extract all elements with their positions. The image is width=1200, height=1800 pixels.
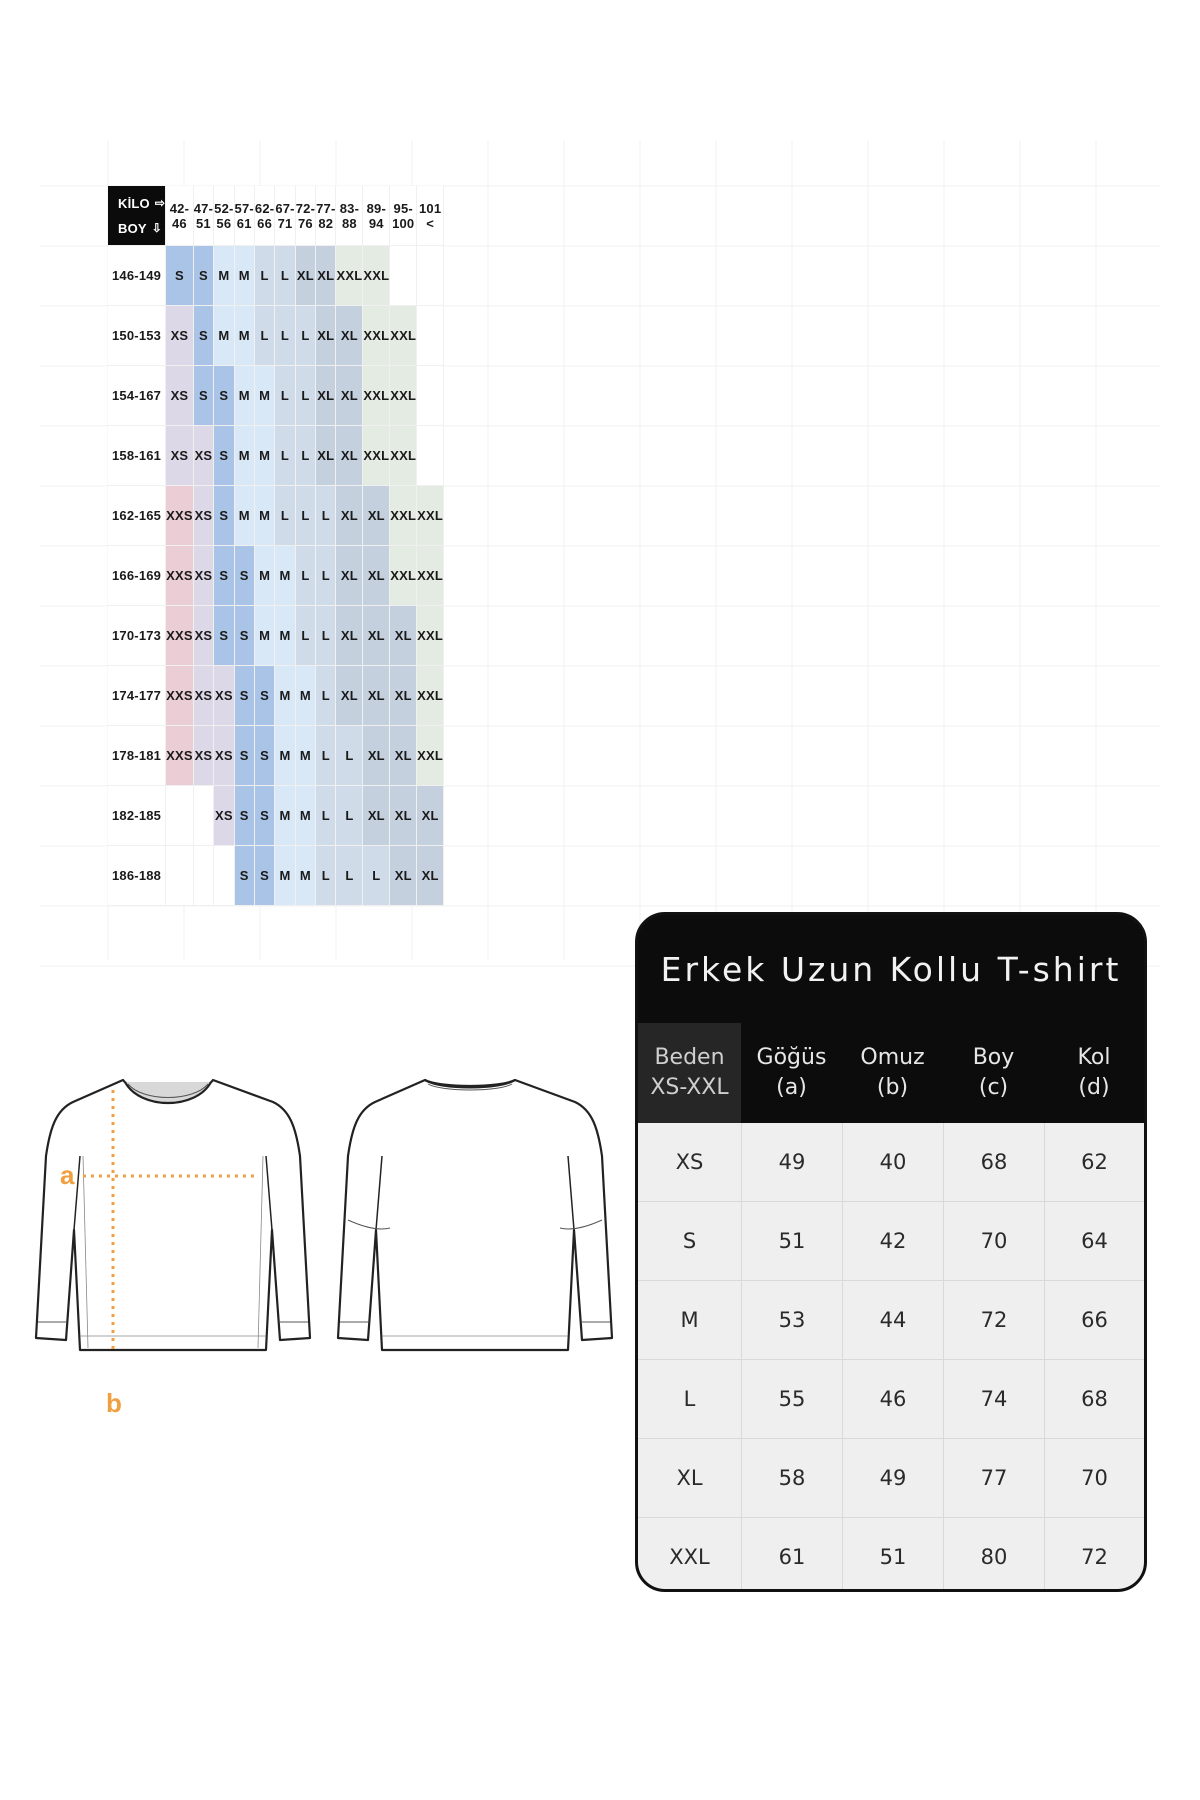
header-line1: Kol bbox=[1077, 1045, 1111, 1070]
measurement-row bbox=[638, 1280, 1144, 1359]
size-cell: M bbox=[275, 546, 295, 606]
front-shirt-diagram bbox=[28, 1060, 318, 1420]
weight-column-header: 62-66 bbox=[254, 186, 274, 246]
size-cell: S bbox=[214, 426, 234, 486]
size-cell: M bbox=[275, 666, 295, 726]
size-cell: XL bbox=[390, 846, 417, 906]
measurement-title: Erkek Uzun Kollu T-shirt bbox=[660, 949, 1122, 989]
size-cell: S bbox=[234, 606, 254, 666]
size-cell: XXL bbox=[390, 366, 417, 426]
measurement-value-cell: 53 bbox=[741, 1281, 842, 1359]
header-line1: Boy bbox=[972, 1045, 1015, 1070]
size-cell: XL bbox=[336, 666, 363, 726]
size-cell: L bbox=[316, 786, 336, 846]
weight-column-header: 101 < bbox=[417, 186, 444, 246]
size-cell: XL bbox=[336, 366, 363, 426]
back-shirt-diagram bbox=[330, 1060, 620, 1420]
matrix-row bbox=[108, 246, 444, 306]
measurement-row bbox=[638, 1517, 1144, 1592]
size-cell: L bbox=[275, 366, 295, 426]
size-cell: L bbox=[254, 246, 274, 306]
size-cell: M bbox=[254, 426, 274, 486]
size-cell bbox=[417, 426, 444, 486]
size-cell: XL bbox=[336, 606, 363, 666]
size-cell: XL bbox=[363, 786, 390, 846]
measurement-body bbox=[638, 1123, 1144, 1592]
size-cell: XXS bbox=[166, 726, 194, 786]
size-cell: S bbox=[234, 786, 254, 846]
size-cell: XL bbox=[390, 726, 417, 786]
size-cell bbox=[166, 846, 194, 906]
weight-column-header: 72-76 bbox=[295, 186, 315, 246]
size-cell: XXL bbox=[336, 246, 363, 306]
measurement-row bbox=[638, 1123, 1144, 1201]
size-cell: L bbox=[295, 366, 315, 426]
measurement-value-cell: 44 bbox=[842, 1281, 943, 1359]
size-cell bbox=[214, 846, 234, 906]
measurement-value-cell: 42 bbox=[842, 1202, 943, 1280]
size-cell: M bbox=[234, 426, 254, 486]
size-cell: XS bbox=[214, 786, 234, 846]
matrix-row bbox=[108, 726, 444, 786]
size-cell: S bbox=[234, 726, 254, 786]
size-cell: M bbox=[295, 666, 315, 726]
size-cell: XL bbox=[363, 546, 390, 606]
size-cell: L bbox=[316, 726, 336, 786]
size-cell: XXL bbox=[417, 666, 444, 726]
arrow-enter-icon: ⇨ bbox=[154, 195, 166, 210]
size-cell: M bbox=[234, 486, 254, 546]
size-cell: M bbox=[275, 726, 295, 786]
height-row-header: 170-173 bbox=[108, 606, 166, 666]
size-label-cell: XS bbox=[675, 1150, 704, 1174]
size-cell: XS bbox=[166, 426, 194, 486]
height-row-header: 186-188 bbox=[108, 846, 166, 906]
size-cell: S bbox=[234, 846, 254, 906]
measurement-value-cell: 72 bbox=[1044, 1518, 1144, 1592]
size-cell: XXL bbox=[363, 366, 390, 426]
size-cell: XL bbox=[295, 246, 315, 306]
size-cell: L bbox=[363, 846, 390, 906]
size-cell: XL bbox=[417, 786, 444, 846]
size-cell: XXL bbox=[363, 306, 390, 366]
header-line2: (a) bbox=[776, 1075, 807, 1100]
size-cell: XL bbox=[390, 606, 417, 666]
measurement-row bbox=[638, 1201, 1144, 1280]
measurement-column-header bbox=[741, 1023, 842, 1123]
measurement-value-cell: 68 bbox=[943, 1123, 1044, 1201]
height-row-header: 174-177 bbox=[108, 666, 166, 726]
boy-label: BOY bbox=[118, 220, 147, 236]
size-cell: XXL bbox=[363, 246, 390, 306]
measurement-value-cell: 74 bbox=[943, 1360, 1044, 1438]
kilo-boy-corner bbox=[108, 186, 166, 246]
weight-column-header: 57-61 bbox=[234, 186, 254, 246]
size-cell: S bbox=[166, 246, 194, 306]
size-cell: L bbox=[275, 246, 295, 306]
size-cell: M bbox=[275, 786, 295, 846]
size-cell: XXL bbox=[390, 546, 417, 606]
size-cell: XL bbox=[390, 666, 417, 726]
size-cell: XL bbox=[336, 486, 363, 546]
size-cell: L bbox=[295, 486, 315, 546]
matrix-row bbox=[108, 306, 444, 366]
size-cell: XL bbox=[316, 306, 336, 366]
size-cell: XXL bbox=[363, 426, 390, 486]
size-cell: XS bbox=[193, 546, 213, 606]
size-cell: S bbox=[193, 306, 213, 366]
size-cell: XXS bbox=[166, 606, 194, 666]
size-cell: XXS bbox=[166, 486, 194, 546]
size-cell: M bbox=[254, 486, 274, 546]
size-cell: XS bbox=[214, 726, 234, 786]
size-cell: XL bbox=[336, 306, 363, 366]
matrix-row bbox=[108, 426, 444, 486]
size-cell: L bbox=[295, 426, 315, 486]
size-cell: M bbox=[254, 606, 274, 666]
size-cell: M bbox=[234, 306, 254, 366]
size-cell bbox=[166, 786, 194, 846]
measurement-value-cell: 77 bbox=[943, 1439, 1044, 1517]
size-cell: S bbox=[254, 726, 274, 786]
measurement-row bbox=[638, 1438, 1144, 1517]
measurement-value-cell: 66 bbox=[1044, 1281, 1144, 1359]
size-cell: L bbox=[295, 306, 315, 366]
measurement-value-cell: 70 bbox=[943, 1202, 1044, 1280]
measurement-column-header bbox=[1044, 1023, 1144, 1123]
size-cell: XXL bbox=[417, 486, 444, 546]
size-cell: XXL bbox=[390, 306, 417, 366]
header-line1: Beden bbox=[654, 1045, 725, 1070]
size-cell: XL bbox=[316, 246, 336, 306]
size-cell: XS bbox=[166, 366, 194, 426]
size-cell: S bbox=[214, 546, 234, 606]
weight-column-header: 52-56 bbox=[214, 186, 234, 246]
size-label-cell: S bbox=[682, 1229, 697, 1253]
size-cell: XS bbox=[193, 426, 213, 486]
size-cell: XXL bbox=[417, 606, 444, 666]
size-cell: S bbox=[193, 366, 213, 426]
measurement-row bbox=[638, 1359, 1144, 1438]
size-cell: S bbox=[234, 546, 254, 606]
size-cell: M bbox=[254, 546, 274, 606]
size-cell: L bbox=[316, 606, 336, 666]
weight-column-header: 77-82 bbox=[316, 186, 336, 246]
height-row-header: 162-165 bbox=[108, 486, 166, 546]
size-cell: XXL bbox=[390, 486, 417, 546]
measurement-column-header bbox=[943, 1023, 1044, 1123]
size-cell: XS bbox=[193, 486, 213, 546]
size-label-cell: L bbox=[683, 1387, 696, 1411]
measurement-header-row bbox=[638, 1023, 1144, 1123]
matrix-row bbox=[108, 486, 444, 546]
size-cell: L bbox=[316, 486, 336, 546]
size-cell bbox=[417, 306, 444, 366]
size-cell: S bbox=[214, 366, 234, 426]
size-cell: S bbox=[254, 846, 274, 906]
size-cell: XL bbox=[390, 786, 417, 846]
size-cell: XXS bbox=[166, 546, 194, 606]
height-row-header: 166-169 bbox=[108, 546, 166, 606]
size-cell: XL bbox=[417, 846, 444, 906]
size-cell: L bbox=[275, 426, 295, 486]
measurement-column-header bbox=[842, 1023, 943, 1123]
arrow-down-icon: ⇩ bbox=[151, 220, 163, 235]
size-cell: M bbox=[275, 846, 295, 906]
size-cell bbox=[417, 366, 444, 426]
height-row-header: 158-161 bbox=[108, 426, 166, 486]
measurement-column-header bbox=[638, 1023, 741, 1123]
size-cell: M bbox=[254, 366, 274, 426]
size-cell: M bbox=[295, 846, 315, 906]
size-cell: XS bbox=[214, 666, 234, 726]
height-row-header: 178-181 bbox=[108, 726, 166, 786]
size-cell: S bbox=[254, 786, 274, 846]
size-cell bbox=[390, 246, 417, 306]
size-cell: XL bbox=[336, 546, 363, 606]
size-cell: XL bbox=[363, 606, 390, 666]
measurement-table bbox=[635, 912, 1147, 1592]
measurement-value-cell: 46 bbox=[842, 1360, 943, 1438]
header-line1: Göğüs bbox=[756, 1045, 827, 1070]
size-cell: XXL bbox=[417, 726, 444, 786]
measurement-value-cell: 49 bbox=[842, 1439, 943, 1517]
size-cell: L bbox=[275, 486, 295, 546]
size-label-cell: M bbox=[680, 1308, 699, 1332]
size-cell: L bbox=[316, 666, 336, 726]
matrix-row bbox=[108, 846, 444, 906]
header-line2: XS-XXL bbox=[650, 1075, 729, 1100]
size-cell: M bbox=[295, 726, 315, 786]
measurement-value-cell: 58 bbox=[741, 1439, 842, 1517]
size-matrix-table bbox=[108, 186, 444, 906]
size-cell bbox=[193, 846, 213, 906]
size-cell: M bbox=[234, 366, 254, 426]
header-line2: (c) bbox=[978, 1075, 1009, 1100]
size-cell: XL bbox=[316, 426, 336, 486]
marker-a-label: a bbox=[60, 1160, 75, 1190]
front-shirt-outline bbox=[36, 1080, 310, 1350]
size-cell: XXL bbox=[417, 546, 444, 606]
measurement-value-cell: 61 bbox=[741, 1518, 842, 1592]
size-cell: S bbox=[254, 666, 274, 726]
size-cell: XL bbox=[363, 726, 390, 786]
header-line2: (d) bbox=[1078, 1075, 1110, 1100]
weight-column-header: 67-71 bbox=[275, 186, 295, 246]
size-cell: XS bbox=[193, 726, 213, 786]
size-cell: L bbox=[254, 306, 274, 366]
size-cell: M bbox=[295, 786, 315, 846]
matrix-row bbox=[108, 666, 444, 726]
matrix-row bbox=[108, 786, 444, 846]
matrix-header-row bbox=[108, 186, 444, 246]
measurement-value-cell: 49 bbox=[741, 1123, 842, 1201]
measurement-value-cell: 40 bbox=[842, 1123, 943, 1201]
weight-column-header: 83-88 bbox=[336, 186, 363, 246]
kilo-label: KİLO bbox=[118, 195, 150, 211]
size-cell: XXL bbox=[390, 426, 417, 486]
size-cell: L bbox=[275, 306, 295, 366]
size-cell: M bbox=[214, 306, 234, 366]
weight-column-header: 47-51 bbox=[193, 186, 213, 246]
size-cell: S bbox=[193, 246, 213, 306]
size-cell: M bbox=[214, 246, 234, 306]
measurement-value-cell: 64 bbox=[1044, 1202, 1144, 1280]
size-cell: L bbox=[336, 786, 363, 846]
size-cell: XL bbox=[336, 426, 363, 486]
weight-column-header: 42-46 bbox=[166, 186, 194, 246]
size-cell: XS bbox=[193, 666, 213, 726]
measurement-value-cell: 80 bbox=[943, 1518, 1044, 1592]
size-cell bbox=[193, 786, 213, 846]
matrix-row bbox=[108, 606, 444, 666]
height-row-header: 182-185 bbox=[108, 786, 166, 846]
measurement-value-cell: 55 bbox=[741, 1360, 842, 1438]
matrix-row bbox=[108, 366, 444, 426]
size-label-cell: XL bbox=[676, 1466, 703, 1490]
size-cell: XL bbox=[363, 666, 390, 726]
size-cell: XS bbox=[193, 606, 213, 666]
size-cell: L bbox=[316, 846, 336, 906]
size-cell: XS bbox=[166, 306, 194, 366]
measurement-value-cell: 70 bbox=[1044, 1439, 1144, 1517]
header-line2: (b) bbox=[876, 1075, 909, 1100]
size-cell: M bbox=[234, 246, 254, 306]
size-cell: M bbox=[275, 606, 295, 666]
size-cell: S bbox=[214, 486, 234, 546]
size-cell: S bbox=[234, 666, 254, 726]
size-cell bbox=[417, 246, 444, 306]
size-cell: L bbox=[295, 606, 315, 666]
marker-b-label: b bbox=[106, 1388, 122, 1418]
weight-column-header: 95-100 bbox=[390, 186, 417, 246]
height-row-header: 146-149 bbox=[108, 246, 166, 306]
measurement-value-cell: 51 bbox=[842, 1518, 943, 1592]
size-label-cell: XXL bbox=[669, 1545, 710, 1569]
matrix-row bbox=[108, 546, 444, 606]
size-cell: L bbox=[295, 546, 315, 606]
size-cell: XL bbox=[363, 486, 390, 546]
measurement-value-cell: 72 bbox=[943, 1281, 1044, 1359]
height-row-header: 154-167 bbox=[108, 366, 166, 426]
header-line1: Omuz bbox=[860, 1045, 925, 1070]
measurement-value-cell: 51 bbox=[741, 1202, 842, 1280]
height-row-header: 150-153 bbox=[108, 306, 166, 366]
measurement-value-cell: 68 bbox=[1044, 1360, 1144, 1438]
weight-column-header: 89-94 bbox=[363, 186, 390, 246]
size-cell: XXS bbox=[166, 666, 194, 726]
size-cell: XL bbox=[316, 366, 336, 426]
size-cell: S bbox=[214, 606, 234, 666]
size-cell: L bbox=[316, 546, 336, 606]
measurement-value-cell: 62 bbox=[1044, 1123, 1144, 1201]
size-cell: L bbox=[336, 726, 363, 786]
size-cell: L bbox=[336, 846, 363, 906]
